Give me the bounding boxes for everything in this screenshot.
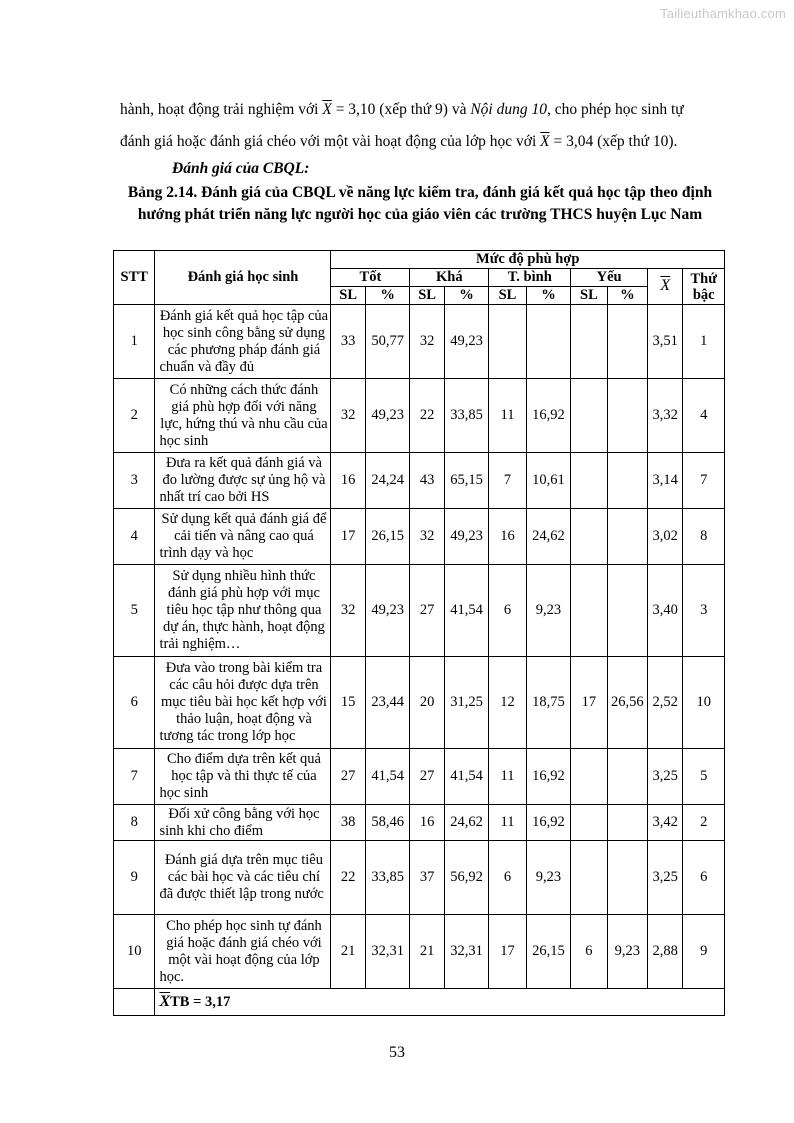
table-row bbox=[114, 379, 725, 453]
tb-sl: 11 bbox=[489, 749, 526, 805]
kha-pct: 41,54 bbox=[444, 749, 489, 805]
yeu-sl bbox=[571, 565, 607, 657]
header-pct: % bbox=[526, 287, 571, 305]
kha-sl: 27 bbox=[410, 749, 444, 805]
table-row bbox=[114, 565, 725, 657]
yeu-pct: 9,23 bbox=[607, 915, 647, 989]
tot-sl: 22 bbox=[331, 841, 365, 915]
tot-pct: 24,24 bbox=[365, 453, 410, 509]
intro-text: đánh giá hoặc đánh giá chéo với một vài hoạt động của lớp học với bbox=[120, 133, 541, 150]
intro-italic: Nội dung 10 bbox=[470, 101, 547, 118]
header-mean bbox=[648, 269, 683, 305]
row-rank: 2 bbox=[683, 805, 725, 841]
kha-sl: 37 bbox=[410, 841, 444, 915]
row-criterion: Cho điểm dựa trên kết quả học tập và thi thực tế của học sinh bbox=[155, 749, 331, 805]
header-stt: STT bbox=[114, 251, 155, 305]
page-number: 53 bbox=[389, 1044, 405, 1061]
row-mean: 3,02 bbox=[648, 509, 683, 565]
kha-pct: 31,25 bbox=[444, 657, 489, 749]
header-pct: % bbox=[365, 287, 410, 305]
tot-sl: 32 bbox=[331, 565, 365, 657]
table-row bbox=[114, 749, 725, 805]
row-stt: 8 bbox=[114, 805, 155, 841]
header-sl: SL bbox=[489, 287, 526, 305]
evaluation-table bbox=[113, 250, 725, 1016]
row-rank: 5 bbox=[683, 749, 725, 805]
tb-sl: 11 bbox=[489, 805, 526, 841]
tb-pct: 16,92 bbox=[526, 379, 571, 453]
watermark: Tailieuthamkhao.com bbox=[660, 6, 786, 21]
tb-pct: 24,62 bbox=[526, 509, 571, 565]
kha-sl: 32 bbox=[410, 305, 444, 379]
yeu-sl: 17 bbox=[571, 657, 607, 749]
header-level-kha: Khá bbox=[410, 269, 489, 287]
table-row bbox=[114, 453, 725, 509]
row-rank: 3 bbox=[683, 565, 725, 657]
kha-pct: 49,23 bbox=[444, 509, 489, 565]
header-sl: SL bbox=[571, 287, 607, 305]
intro-text: = 3,04 (xếp thứ 10). bbox=[549, 133, 678, 150]
row-criterion: Đánh giá dựa trên mục tiêu các bài học và các tiêu chí đã được thiết lập trong nước bbox=[155, 841, 331, 915]
yeu-pct bbox=[607, 379, 647, 453]
yeu-pct bbox=[607, 565, 647, 657]
yeu-sl bbox=[571, 379, 607, 453]
kha-pct: 65,15 bbox=[444, 453, 489, 509]
yeu-pct bbox=[607, 509, 647, 565]
tot-sl: 27 bbox=[331, 749, 365, 805]
tb-sl bbox=[489, 305, 526, 379]
row-stt: 9 bbox=[114, 841, 155, 915]
tb-pct bbox=[526, 305, 571, 379]
row-stt: 3 bbox=[114, 453, 155, 509]
tot-pct: 26,15 bbox=[365, 509, 410, 565]
header-sl: SL bbox=[410, 287, 444, 305]
header-criterion: Đánh giá học sinh bbox=[155, 251, 331, 305]
row-mean: 3,25 bbox=[648, 841, 683, 915]
intro-text: , cho phép học sinh tự bbox=[547, 101, 684, 118]
row-stt: 6 bbox=[114, 657, 155, 749]
mean-symbol: $\overline{X}$ bbox=[660, 277, 671, 294]
section-heading: Đánh giá của CBQL: bbox=[172, 160, 310, 177]
tb-pct: 16,92 bbox=[526, 805, 571, 841]
tb-sl: 6 bbox=[489, 565, 526, 657]
tot-pct: 33,85 bbox=[365, 841, 410, 915]
intro-line-2 bbox=[120, 132, 720, 152]
row-criterion: Đưa vào trong bài kiểm tra các câu hỏi được dựa trên mục tiêu bài học kết hợp với thảo luận, hoạt động và tương tác trong lớp học bbox=[155, 657, 331, 749]
kha-sl: 22 bbox=[410, 379, 444, 453]
yeu-pct bbox=[607, 305, 647, 379]
row-rank: 4 bbox=[683, 379, 725, 453]
row-mean: 3,14 bbox=[648, 453, 683, 509]
yeu-sl bbox=[571, 841, 607, 915]
kha-sl: 20 bbox=[410, 657, 444, 749]
footer-average bbox=[155, 989, 725, 1016]
tot-sl: 38 bbox=[331, 805, 365, 841]
row-criterion: Có những cách thức đánh giá phù hợp đối với năng lực, hứng thú và nhu cầu của học sinh bbox=[155, 379, 331, 453]
kha-sl: 16 bbox=[410, 805, 444, 841]
kha-pct: 49,23 bbox=[444, 305, 489, 379]
tot-sl: 33 bbox=[331, 305, 365, 379]
kha-sl: 21 bbox=[410, 915, 444, 989]
row-mean: 2,88 bbox=[648, 915, 683, 989]
yeu-pct bbox=[607, 841, 647, 915]
row-stt: 1 bbox=[114, 305, 155, 379]
table-row bbox=[114, 305, 725, 379]
table-row bbox=[114, 657, 725, 749]
row-mean: 3,42 bbox=[648, 805, 683, 841]
row-criterion: Cho phép học sinh tự đánh giá hoặc đánh giá chéo với một vài hoạt động của lớp học. bbox=[155, 915, 331, 989]
tb-sl: 6 bbox=[489, 841, 526, 915]
row-rank: 8 bbox=[683, 509, 725, 565]
table-row bbox=[114, 805, 725, 841]
header-level-tot: Tốt bbox=[331, 269, 410, 287]
tot-sl: 21 bbox=[331, 915, 365, 989]
kha-pct: 41,54 bbox=[444, 565, 489, 657]
tot-sl: 17 bbox=[331, 509, 365, 565]
yeu-sl bbox=[571, 509, 607, 565]
row-mean: 3,40 bbox=[648, 565, 683, 657]
yeu-sl bbox=[571, 749, 607, 805]
row-criterion: Đối xử công bằng với học sinh khi cho điểm bbox=[155, 805, 331, 841]
row-rank: 9 bbox=[683, 915, 725, 989]
row-criterion: Đánh giá kết quả học tập của học sinh công bằng sử dụng các phương pháp đánh giá chuẩn và đầy đủ bbox=[155, 305, 331, 379]
tot-pct: 23,44 bbox=[365, 657, 410, 749]
row-mean: 2,52 bbox=[648, 657, 683, 749]
tb-pct: 18,75 bbox=[526, 657, 571, 749]
tb-pct: 16,92 bbox=[526, 749, 571, 805]
kha-sl: 43 bbox=[410, 453, 444, 509]
row-criterion: Sử dụng kết quả đánh giá để cải tiến và nâng cao quá trình dạy và học bbox=[155, 509, 331, 565]
tb-sl: 16 bbox=[489, 509, 526, 565]
row-criterion: Sử dụng nhiều hình thức đánh giá phù hợp với mục tiêu học tập như thông qua dự án, thực hành, hoạt động trải nghiệm… bbox=[155, 565, 331, 657]
yeu-sl bbox=[571, 453, 607, 509]
kha-pct: 33,85 bbox=[444, 379, 489, 453]
tot-sl: 15 bbox=[331, 657, 365, 749]
row-criterion: Đưa ra kết quả đánh giá và đo lường được sự ủng hộ và nhất trí cao bởi HS bbox=[155, 453, 331, 509]
table-body bbox=[114, 305, 725, 989]
tb-sl: 7 bbox=[489, 453, 526, 509]
tot-pct: 50,77 bbox=[365, 305, 410, 379]
row-mean: 3,32 bbox=[648, 379, 683, 453]
row-stt: 7 bbox=[114, 749, 155, 805]
row-mean: 3,51 bbox=[648, 305, 683, 379]
yeu-pct bbox=[607, 805, 647, 841]
yeu-pct: 26,56 bbox=[607, 657, 647, 749]
row-rank: 7 bbox=[683, 453, 725, 509]
intro-text: hành, hoạt động trải nghiệm với bbox=[120, 101, 323, 118]
kha-pct: 24,62 bbox=[444, 805, 489, 841]
kha-pct: 56,92 bbox=[444, 841, 489, 915]
tot-pct: 41,54 bbox=[365, 749, 410, 805]
mean-symbol: $\overline{X}$ bbox=[540, 133, 550, 150]
tot-pct: 32,31 bbox=[365, 915, 410, 989]
row-mean: 3,25 bbox=[648, 749, 683, 805]
tot-sl: 16 bbox=[331, 453, 365, 509]
tb-sl: 11 bbox=[489, 379, 526, 453]
mean-symbol: $\overline{X}$ bbox=[322, 101, 332, 118]
row-stt: 2 bbox=[114, 379, 155, 453]
intro-line-1 bbox=[120, 100, 720, 120]
header-sl: SL bbox=[331, 287, 365, 305]
tb-pct: 26,15 bbox=[526, 915, 571, 989]
row-rank: 10 bbox=[683, 657, 725, 749]
yeu-sl bbox=[571, 805, 607, 841]
header-level-group: Mức độ phù hợp bbox=[331, 251, 725, 269]
header-level-yeu: Yếu bbox=[571, 269, 648, 287]
yeu-sl: 6 bbox=[571, 915, 607, 989]
tot-pct: 49,23 bbox=[365, 565, 410, 657]
kha-sl: 32 bbox=[410, 509, 444, 565]
row-rank: 1 bbox=[683, 305, 725, 379]
tb-pct: 10,61 bbox=[526, 453, 571, 509]
table-caption: Bảng 2.14. Đánh giá của CBQL về năng lực kiểm tra, đánh giá kết quả học tập theo định hướng phát triển năng lực người học của giáo viên các trường THCS huyện Lục Nam bbox=[127, 184, 713, 223]
row-stt: 10 bbox=[114, 915, 155, 989]
mean-symbol: $\overline{X}$ bbox=[159, 992, 171, 1010]
row-stt: 4 bbox=[114, 509, 155, 565]
footer-average-label: TB = 3,17 bbox=[170, 993, 231, 1010]
table-row bbox=[114, 509, 725, 565]
yeu-pct bbox=[607, 453, 647, 509]
tot-sl: 32 bbox=[331, 379, 365, 453]
table-row bbox=[114, 915, 725, 989]
tb-pct: 9,23 bbox=[526, 565, 571, 657]
tot-pct: 49,23 bbox=[365, 379, 410, 453]
kha-pct: 32,31 bbox=[444, 915, 489, 989]
tot-pct: 58,46 bbox=[365, 805, 410, 841]
table-row bbox=[114, 841, 725, 915]
header-pct: % bbox=[444, 287, 489, 305]
tb-sl: 12 bbox=[489, 657, 526, 749]
intro-text: = 3,10 (xếp thứ 9) và bbox=[331, 101, 471, 118]
row-stt: 5 bbox=[114, 565, 155, 657]
yeu-pct bbox=[607, 749, 647, 805]
kha-sl: 27 bbox=[410, 565, 444, 657]
header-rank: Thứ bậc bbox=[683, 269, 725, 305]
row-rank: 6 bbox=[683, 841, 725, 915]
header-pct: % bbox=[607, 287, 647, 305]
footer-empty-cell bbox=[114, 989, 155, 1016]
yeu-sl bbox=[571, 305, 607, 379]
tb-pct: 9,23 bbox=[526, 841, 571, 915]
header-level-tb: T. bình bbox=[489, 269, 571, 287]
tb-sl: 17 bbox=[489, 915, 526, 989]
